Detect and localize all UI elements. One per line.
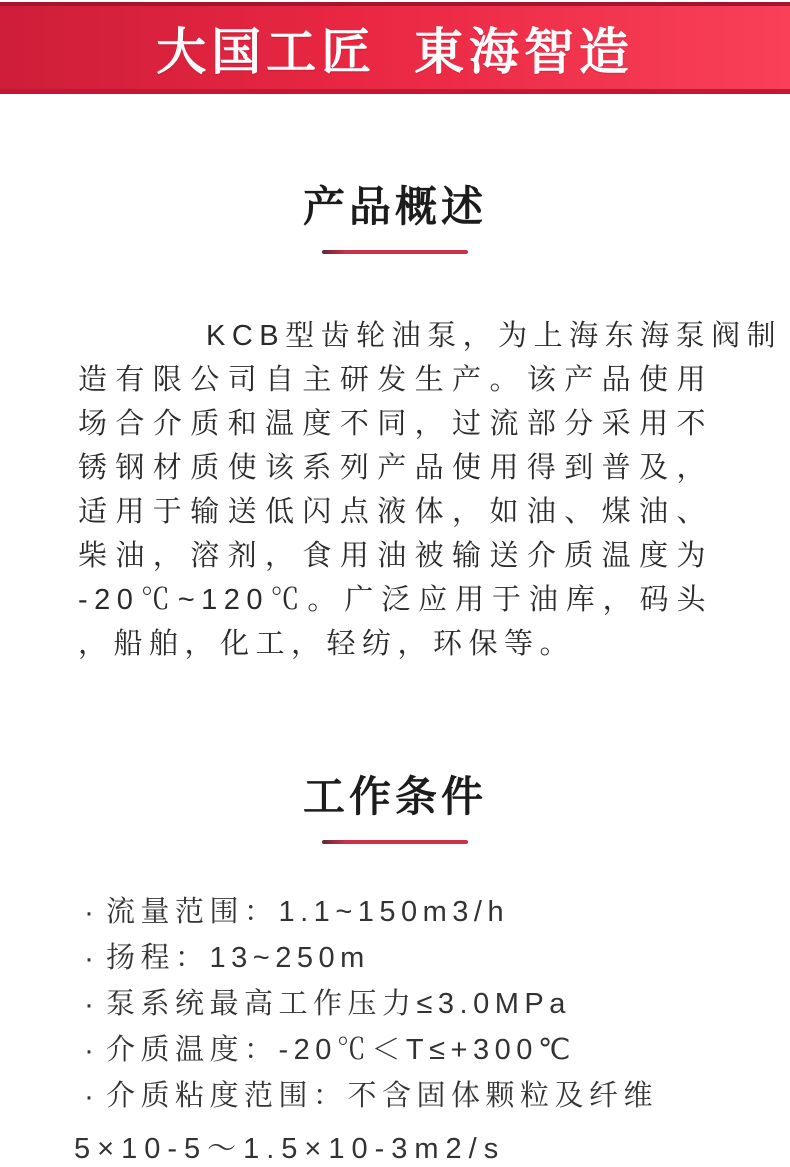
overview-heading-wrap [0,174,790,254]
list-item [84,988,750,1021]
overview-paragraph [78,314,783,666]
conditions-list [0,896,790,1113]
list-item [84,942,750,975]
banner-title: 大国工匠 東海智造 [156,23,634,80]
condition-continuation-text: 5×10-5～1.5×10-3m2/s [74,1133,506,1165]
condition-text: 流量范围：1.1~150m3/h [106,896,510,928]
paragraph-line: 锈钢材质使该系列产品使用得到普及， [78,452,712,484]
list-item [84,1034,750,1067]
bullet-dot-icon: · [84,1034,94,1067]
conditions-section [0,764,790,1167]
condition-text: 泵系统最高工作压力≤3.0MPa [106,988,571,1020]
overview-section [0,174,790,666]
conditions-heading: 工作条件 [302,773,487,820]
paragraph-line: KCB型齿轮油泵，为上海东海泵阀制 [206,320,783,352]
bullet-dot-icon: · [84,988,94,1021]
paragraph-line: ，船舶，化工，轻纺，环保等。 [78,628,576,660]
paragraph-line: 柴油，溶剂，食用油被输送介质温度为 [78,540,712,572]
paragraph-line: 场合介质和温度不同，过流部分采用不 [78,408,712,440]
conditions-heading-underline [322,840,468,844]
paragraph-line: 适用于输送低闪点液体，如油、煤油、 [78,496,712,528]
list-item [84,896,750,929]
brand-banner [0,2,790,94]
overview-heading: 产品概述 [302,183,487,230]
paragraph-line: 造有限公司自主研发生产。该产品使用 [78,364,712,396]
bullet-dot-icon: · [84,942,94,975]
paragraph-line: -20℃~120℃。广泛应用于油库，码头 [78,584,712,616]
condition-text: 介质温度：-20℃＜T≤+300℃ [106,1034,576,1066]
overview-heading-underline [322,250,468,254]
condition-text: 介质粘度范围：不含固体颗粒及纤维 [106,1080,659,1112]
bullet-dot-icon: · [84,1080,94,1113]
bullet-dot-icon: · [84,896,94,929]
product-page [0,2,790,1165]
conditions-heading-wrap [0,764,790,844]
condition-text: 扬程：13~250m [106,942,370,974]
list-item [84,1080,750,1113]
